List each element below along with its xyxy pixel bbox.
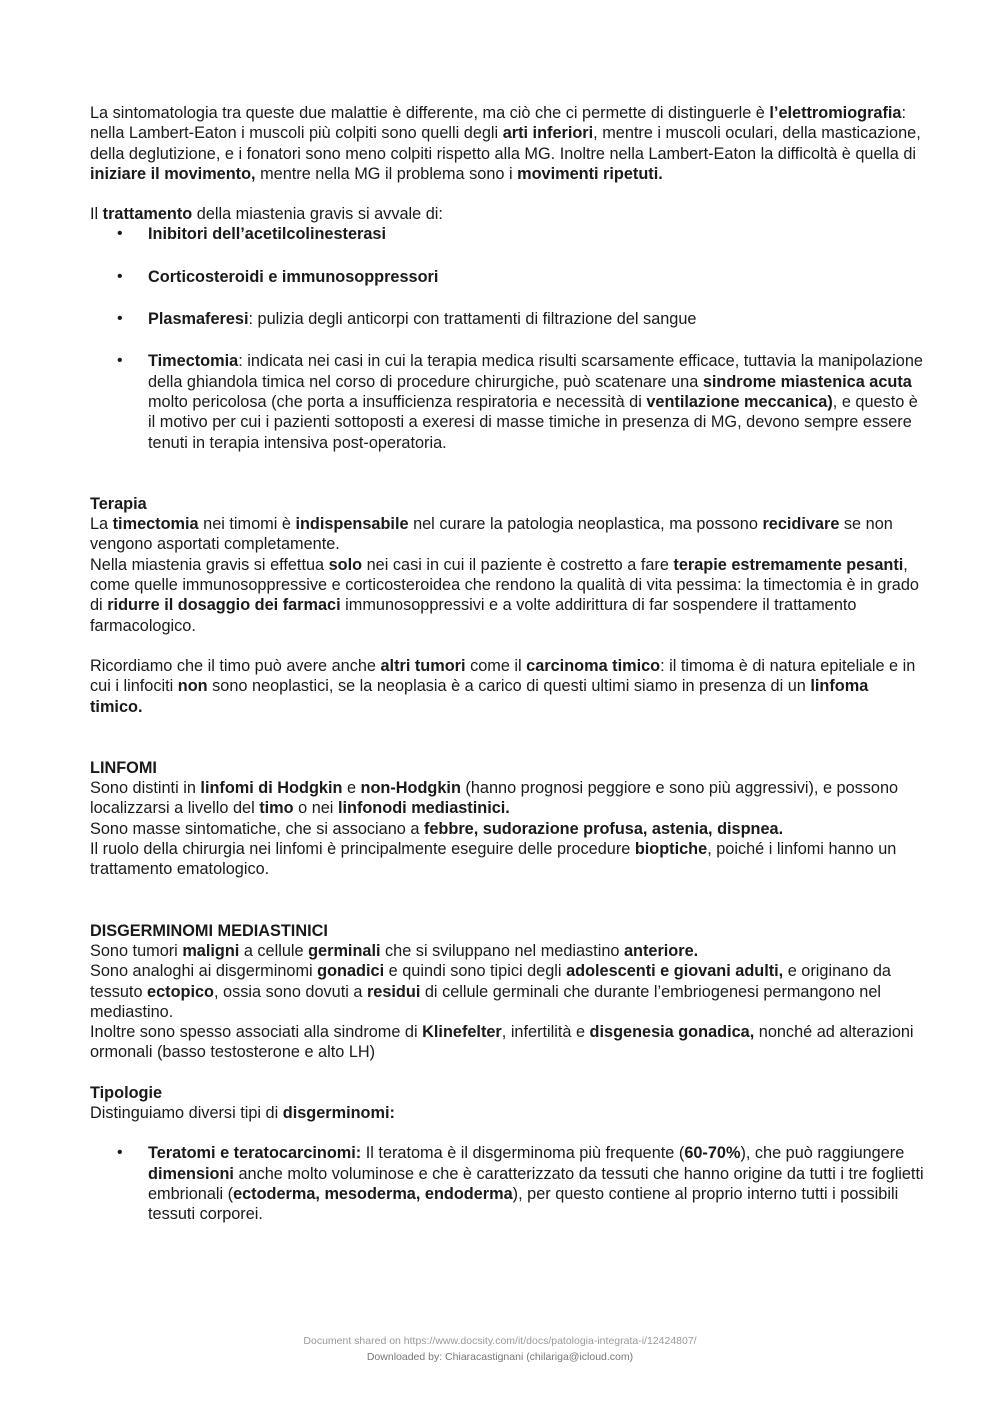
footer-shared-link[interactable]: Document shared on https://www.docsity.com/it/docs/patologia-integrata-i/12424807/ — [303, 1335, 697, 1347]
footer — [0, 1333, 1000, 1365]
bold-text: indispensabile — [295, 515, 409, 534]
text-run: : nella Lambert-Eaton i muscoli più colpiti sono quelli degli — [90, 104, 907, 143]
text-run: della miastenia gravis si avvale di: — [192, 205, 443, 224]
text-run: , infertilità e — [501, 1023, 590, 1042]
text-run: Ricordiamo che il timo può avere anche — [90, 656, 381, 675]
bold-text: ectoderma, mesoderma, endoderma — [233, 1184, 513, 1203]
text-run: Il teratoma è il disgerminoma più frequente ( — [361, 1144, 685, 1163]
text-run: : pulizia degli anticorpi con trattamenti di filtrazione del sangue — [248, 310, 697, 329]
bold-text: terapie estremamente pesanti — [673, 555, 904, 574]
bold-text: l’elettromiografia — [769, 104, 902, 122]
text-run: Inoltre sono spesso associati alla sindrome di — [90, 1023, 423, 1042]
text-run: e originano da tessuto — [90, 962, 891, 1001]
bold-text: solo — [328, 555, 363, 574]
bold-text: linfomi di Hodgkin — [200, 779, 343, 798]
text-run: Sono distinti in — [90, 779, 201, 798]
text-run: a cellule — [239, 941, 309, 960]
paragraph-sintomatologia — [90, 103, 925, 184]
paragraph-disgerminomi-gonadici — [90, 961, 925, 1022]
bold-text: Timectomia — [148, 352, 239, 371]
bold-text: Inibitori dell’acetilcolinesterasi — [148, 225, 386, 244]
text-run: Il ruolo della chirurgia nei linfomi è principalmente eseguire delle procedure — [90, 840, 635, 859]
text-run: , e questo è il motivo per cui i pazienti sottoposti a exeresi di masse timiche in presenza di MG, devono sempre essere tenuti in terapia intensiva post-operatoria. — [148, 392, 918, 452]
bold-text: adolescenti e giovani adulti, — [566, 962, 784, 981]
bold-text: Plasmaferesi — [148, 310, 249, 329]
text-run: mentre nella MG il problema sono i — [255, 164, 518, 183]
text-run: (hanno prognosi peggiore e sono più aggressivi), e possono localizzarsi a livello del — [90, 779, 899, 818]
paragraph-disgerminomi-klinefelter — [90, 1022, 925, 1063]
text-run: Distinguiamo diversi tipi di — [90, 1103, 283, 1122]
text-run: nei casi in cui il paziente è costretto a fare — [362, 555, 674, 574]
bold-text: sindrome miastenica acuta — [702, 372, 912, 391]
bold-text: timo — [259, 799, 294, 818]
bold-text: dimensioni — [148, 1164, 234, 1183]
bold-text: iniziare il movimento, — [90, 164, 256, 183]
paragraph-linfomi-tipi — [90, 778, 925, 819]
text-run: , poiché i linfomi hanno un trattamento ematologico. — [90, 840, 897, 879]
bold-text: bioptiche — [634, 840, 708, 859]
text-run: che si sviluppano nel mediastino — [380, 941, 624, 960]
text-run: , mentre i muscoli oculari, della masticazione, della deglutizione, e i fonatori sono meno colpiti rispetto alla MG. Inoltre nella Lambert-Eaton la difficoltà è quella di — [90, 124, 921, 163]
text-run: sono neoplastici, se la neoplasia è a carico di questi ultimi siamo in presenza di un — [207, 677, 811, 696]
text-run: nel curare la patologia neoplastica, ma possono — [408, 515, 763, 534]
text-run: La sintomatologia tra queste due malattie è differente, ma ciò che ci permette di distinguerle è — [90, 104, 770, 122]
text-run: : indicata nei casi in cui la terapia medica risulti scarsamente efficace, tuttavia la manipolazione della ghiandola timica nel corso di procedure chirurgiche, può scatenare una — [148, 352, 923, 391]
text-run: La — [90, 515, 113, 534]
paragraph-timectomia — [90, 514, 925, 555]
list-item — [90, 309, 925, 329]
bold-text: disgenesia gonadica, — [589, 1023, 755, 1042]
text-run: molto pericolosa (che porta a insufficienza respiratoria e necessità di — [148, 392, 647, 411]
bold-text: trattamento — [102, 205, 193, 224]
text-run: se non vengono asportati completamente. — [90, 515, 893, 554]
text-run: Il — [90, 205, 103, 224]
text-run: di cellule germinali che durante l’embriogenesi permangono nel mediastino. — [90, 982, 882, 1021]
text-run: o nei — [293, 799, 338, 818]
paragraph-tipologie-intro — [90, 1103, 925, 1123]
bold-text: linfonodi mediastinici. — [337, 799, 510, 818]
treatment-list — [90, 224, 925, 452]
bold-text: non — [177, 677, 208, 696]
bold-text: recidivare — [762, 515, 840, 534]
bold-text: carcinoma timico — [526, 656, 661, 675]
bold-text: 60-70% — [684, 1144, 741, 1163]
bold-text: linfoma timico. — [90, 677, 869, 716]
footer-downloaded-by: Downloaded by: Chiaracastignani (chilariga@icloud.com) — [366, 1351, 634, 1363]
list-item — [90, 1143, 925, 1224]
text-run: Sono tumori — [90, 941, 183, 960]
text-run: Sono masse sintomatiche, che si associano a — [90, 819, 424, 838]
list-item — [90, 267, 925, 287]
bold-text: ectopico — [147, 982, 214, 1001]
bold-text: ventilazione meccanica) — [646, 392, 833, 411]
text-run: , come quelle immunosoppressive e corticosteroidea che rendono la qualità di vita pessima: la timectomia è in grado di — [90, 555, 919, 615]
bold-text: Klinefelter — [422, 1023, 502, 1042]
text-run: come il — [465, 656, 527, 675]
text-run: ), che può raggiungere — [740, 1144, 905, 1163]
bold-text: gonadici — [317, 962, 385, 981]
bold-text: ridurre il dosaggio dei farmaci — [107, 596, 341, 615]
bold-text: Corticosteroidi e immunosoppressori — [148, 267, 439, 286]
text-run: , ossia sono dovuti a — [213, 982, 367, 1001]
text-run: ), per questo contiene al proprio interno tutti i possibili tessuti corporei. — [148, 1184, 899, 1224]
heading-linfomi: LINFOMI — [90, 758, 157, 777]
text-run: e — [342, 779, 361, 798]
heading-tipologie: Tipologie — [90, 1083, 163, 1102]
paragraph-disgerminomi-maligni — [90, 941, 925, 961]
bold-text: Teratomi e teratocarcinomi: — [148, 1144, 362, 1163]
bold-text: altri tumori — [380, 656, 466, 675]
text-run: anche molto voluminose e che è caratterizzato da tessuti che hanno origine da tutti i tre foglietti embrionali ( — [148, 1164, 924, 1203]
text-run: Nella miastenia gravis si effettua — [90, 555, 329, 574]
bold-text: residui — [366, 982, 421, 1001]
list-item — [90, 224, 925, 244]
paragraph-trattamento-intro — [90, 204, 925, 224]
text-run: e quindi sono tipici degli — [384, 962, 567, 981]
tipologie-list — [90, 1143, 925, 1224]
bold-text: arti inferiori — [502, 124, 594, 143]
bold-text: timectomia — [112, 515, 199, 534]
bold-text: maligni — [182, 941, 240, 960]
bold-text: febbre, sudorazione profusa, astenia, dispnea. — [423, 819, 784, 838]
text-run: Sono analoghi ai disgerminomi — [90, 962, 318, 981]
document-page — [90, 103, 925, 1224]
heading-terapia: Terapia — [90, 494, 147, 513]
text-run: nei timomi è — [198, 515, 296, 534]
bold-text: germinali — [308, 941, 381, 960]
heading-disgerminomi: DISGERMINOMI MEDIASTINICI — [90, 921, 328, 940]
paragraph-altri-tumori — [90, 656, 925, 717]
bold-text: movimenti ripetuti. — [517, 164, 663, 183]
text-run: nonché ad alterazioni ormonali (basso testosterone e alto LH) — [90, 1023, 914, 1062]
paragraph-miastenia — [90, 555, 925, 636]
paragraph-linfomi-chirurgia — [90, 839, 925, 880]
bold-text: disgerminomi: — [282, 1103, 395, 1122]
bold-text: non-Hodgkin — [360, 779, 461, 798]
bold-text: anteriore. — [623, 941, 699, 960]
list-item — [90, 351, 925, 452]
text-run: immunosoppressivi e a volte addirittura di far sospendere il trattamento farmacologico. — [90, 596, 857, 635]
paragraph-linfomi-sintomi — [90, 819, 925, 839]
text-run: : il timoma è di natura epiteliale e in cui i linfociti — [90, 656, 916, 696]
